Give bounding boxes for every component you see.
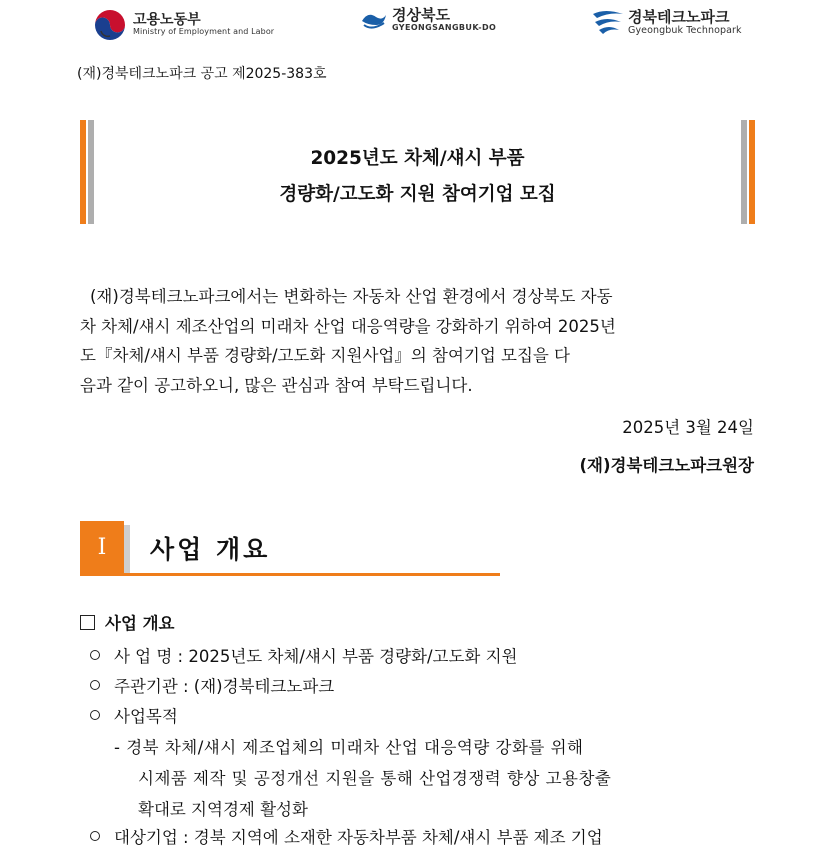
outline-heading-text: 사업 개요: [105, 614, 175, 633]
section-underline: [80, 573, 500, 576]
list-item-text: 주관기관 : (재)경북테크노파크: [114, 677, 335, 696]
right-orange-bar: [749, 120, 755, 224]
gyeongbuk-logo-text: 경상북도: [392, 6, 450, 24]
left-orange-bar: [80, 120, 86, 224]
section-number: Ⅰ: [80, 521, 124, 573]
gyeongbuk-emblem-icon: [360, 9, 388, 31]
left-gray-bar: [88, 120, 94, 224]
gyeongbuk-logo: [360, 8, 496, 32]
section-title: 사업 개요: [150, 535, 271, 564]
technopark-logo-text: 경북테크노파크: [628, 8, 730, 27]
intro-line-3: 도『차체/섀시 부품 경량화/고도화 지원사업』의 참여기업 모집을 다: [80, 346, 571, 365]
moel-logo: [93, 8, 274, 42]
section-number-shadow: [124, 525, 130, 573]
purpose-line-1: - 경북 차체/섀시 제조업체의 미래차 산업 대응역량 강화를 위해: [114, 738, 584, 757]
circle-bullet-icon: [90, 710, 100, 720]
circle-bullet-icon: [90, 650, 100, 660]
list-item: [90, 673, 334, 697]
list-item-text: 사 업 명 : 2025년도 차체/섀시 부품 경량화/고도화 지원: [114, 647, 518, 666]
purpose-line-2: 시제품 제작 및 공정개선 지원을 통해 산업경쟁력 향상 고용창출: [138, 769, 612, 788]
list-item-text: 대상기업 : 경북 지역에 소재한 자동차부품 차체/섀시 부품 제조 기업: [114, 828, 603, 847]
circle-bullet-icon: [90, 831, 100, 841]
outline-heading: [80, 610, 175, 634]
title-line-2: 경량화/고도화 지원 참여기업 모집: [279, 184, 556, 205]
notice-number: (재)경북테크노파크 공고 제2025-383호: [77, 66, 327, 82]
signature: (재)경북테크노파크원장: [579, 456, 754, 475]
notice-date: 2025년 3월 24일: [622, 418, 754, 437]
purpose-line-3: 확대로 지역경제 활성화: [138, 800, 308, 819]
moel-logo-subtext: Ministry of Employment and Labor: [133, 27, 275, 37]
list-item-text: 사업목적: [114, 707, 178, 726]
list-item: [90, 643, 517, 667]
right-gray-bar: [741, 120, 747, 224]
section-header: [80, 521, 500, 577]
list-item: [90, 703, 178, 727]
list-item: [90, 824, 603, 848]
gyeongbuk-logo-subtext: GYEONGSANGBUK-DO: [392, 22, 497, 32]
title-line-1: 2025년도 차체/섀시 부품: [310, 148, 525, 169]
technopark-wave-icon: [591, 8, 625, 38]
intro-line-1: (재)경북테크노파크에서는 변화하는 자동차 산업 환경에서 경상북도 자동: [90, 287, 613, 306]
intro-line-4: 음과 같이 공고하오니, 많은 관심과 참여 부탁드립니다.: [80, 375, 473, 395]
moel-logo-text: 고용노동부: [133, 12, 201, 29]
technopark-logo: [591, 8, 742, 38]
taegeuk-emblem-icon: [93, 8, 127, 42]
technopark-logo-subtext: Gyeongbuk Technopark: [628, 24, 742, 36]
square-bullet-icon: [80, 615, 95, 630]
circle-bullet-icon: [90, 680, 100, 690]
intro-paragraph: [80, 282, 758, 400]
header-logos: [0, 8, 834, 48]
title-box: [80, 120, 755, 224]
intro-line-2: 차 차체/섀시 제조산업의 미래차 산업 대응역량을 강화하기 위하여 2025년: [80, 316, 616, 336]
